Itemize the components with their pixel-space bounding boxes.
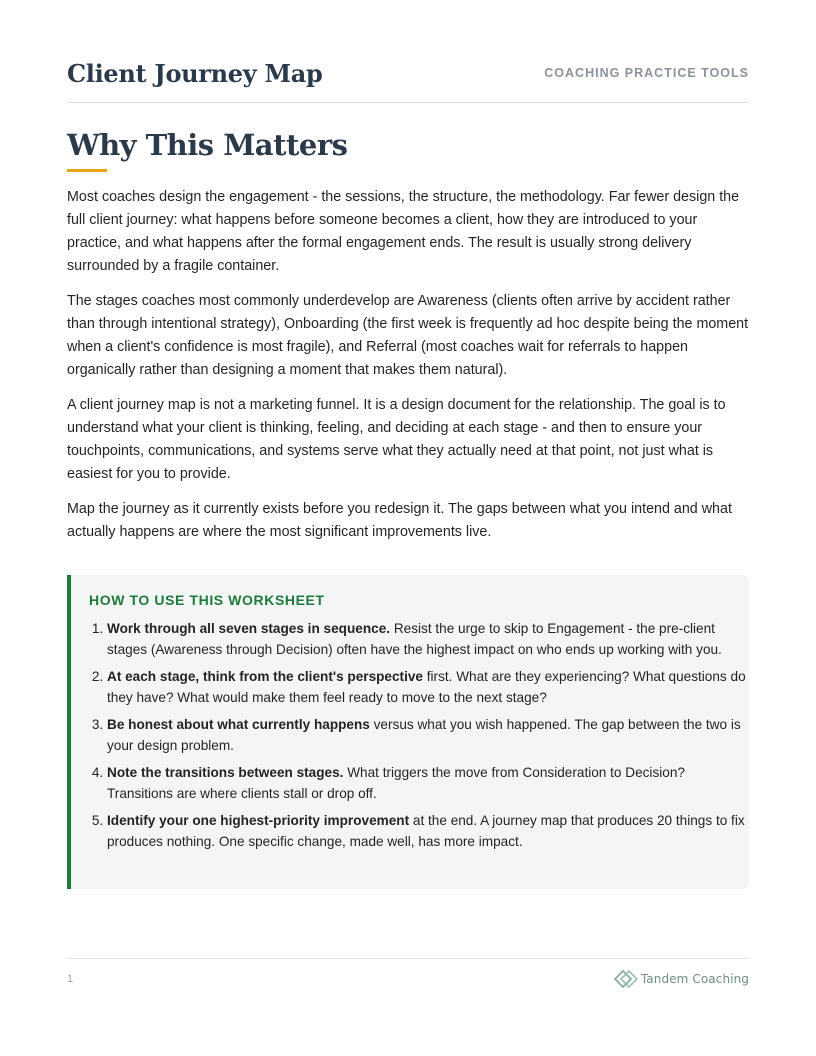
- brand-name: Tandem Coaching: [640, 972, 749, 986]
- step-text: versus what you wish happened. The gap between the two is your design problem.: [107, 717, 741, 753]
- paragraph: Most coaches design the engagement - the sessions, the structure, the methodology. Far fewer design the full client journey: what happens before someone becomes a client, how they are introduced to your practice, and what happens after the formal engagement ends. The result is usually strong delivery surrounded by a fragile container.: [67, 189, 740, 274]
- steps-list: [89, 619, 747, 859]
- section-title: Why This Matters: [67, 128, 348, 162]
- step-text: What triggers the move from Consideration to Decision? Transitions are where clients stall or drop off.: [107, 765, 685, 801]
- list-item: [107, 619, 747, 660]
- list-item: [107, 763, 747, 804]
- paragraph: The stages coaches most commonly underdevelop are Awareness (clients often arrive by accident rather than through intentional strategy), Onboarding (the first week is frequently ad hoc despite being the moment when a client's confidence is most fragile), and Referral (most coaches wait for referrals to happen organically rather than designing a moment that makes them natural).: [67, 293, 749, 378]
- diamond-logo-icon: [614, 970, 638, 988]
- step-lead: Be honest about what currently happens: [107, 717, 370, 732]
- how-to-use-callout: [67, 575, 749, 889]
- document-title: Client Journey Map: [67, 59, 323, 88]
- step-lead: Identify your one highest-priority improvement: [107, 813, 410, 828]
- step-text: at the end. A journey map that produces 20 things to fix produces nothing. One specific change, made well, has more impact.: [107, 813, 745, 849]
- document-kicker: COACHING PRACTICE TOOLS: [544, 66, 749, 80]
- callout-title: HOW TO USE THIS WORKSHEET: [89, 592, 325, 608]
- list-item: [107, 667, 747, 708]
- step-lead: At each stage, think from the client's perspective: [107, 669, 423, 684]
- page-header: [67, 58, 749, 103]
- brand-logo: [614, 970, 749, 988]
- step-lead: Note the transitions between stages.: [107, 765, 344, 780]
- list-item: [107, 715, 747, 756]
- body-text: [67, 186, 749, 556]
- list-item: [107, 811, 747, 852]
- page-number: 1: [67, 973, 74, 985]
- paragraph: Map the journey as it currently exists before you redesign it. The gaps between what you intend and what actually happens are where the most significant improvements live.: [67, 501, 732, 540]
- step-text: first. What are they experiencing? What questions do they have? What would make them feel ready to move to the next stage?: [107, 669, 746, 705]
- paragraph: A client journey map is not a marketing funnel. It is a design document for the relationship. The goal is to understand what your client is thinking, feeling, and deciding at each stage - and then to ensure your touchpoints, communications, and systems serve what they actually need at that point, not just what is easiest for you to provide.: [67, 397, 726, 482]
- section-title-underline: [67, 169, 107, 172]
- page-footer: [67, 958, 749, 1003]
- step-lead: Work through all seven stages in sequence.: [107, 621, 391, 636]
- step-text: Resist the urge to skip to Engagement - the pre-client stages (Awareness through Decision) often have the highest impact on who ends up working with you.: [107, 621, 722, 657]
